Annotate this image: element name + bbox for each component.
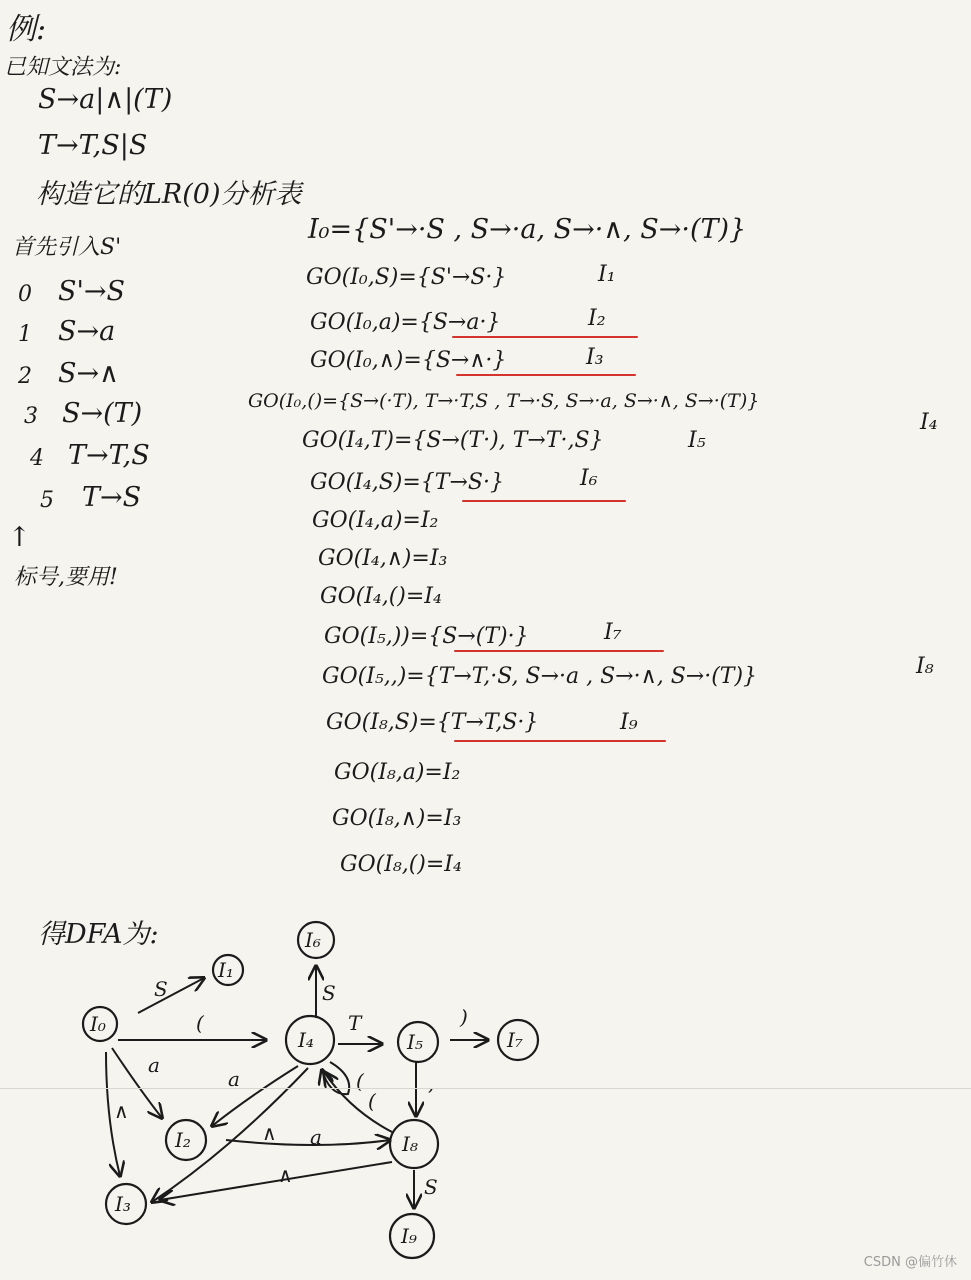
red-underline [462, 500, 626, 502]
up-arrow: ↑ [8, 522, 31, 553]
svg-text:I₇: I₇ [507, 1028, 523, 1052]
dfa-state-i6 [298, 922, 334, 958]
task-text: 构造它的LR(0)分析表 [36, 179, 302, 210]
production-number: 0 [18, 282, 32, 307]
dfa-edge [322, 1062, 349, 1094]
state-tag: I₂ [588, 306, 606, 331]
item-line: GO(I₀,S)={S'→S·} [306, 265, 507, 290]
svg-text:I₄: I₄ [298, 1028, 314, 1052]
svg-text:I₉: I₉ [401, 1224, 417, 1248]
dfa-state-i3 [106, 1184, 146, 1224]
production-rule: T→S [82, 482, 142, 513]
red-underline [456, 374, 636, 376]
item-line: GO(I₈,a)=I₂ [334, 760, 461, 785]
edge-label: S [154, 977, 168, 1001]
edge-label: a [228, 1067, 240, 1091]
production-rule: S→∧ [58, 358, 119, 389]
edge-label: ∧ [262, 1121, 277, 1145]
production-rule: S'→S [58, 276, 126, 307]
dfa-diagram [0, 900, 971, 1280]
dfa-state-i5 [398, 1022, 438, 1062]
item-line: GO(I₈,S)={T→T,S·} [326, 710, 539, 735]
edge-label: ( [196, 1011, 204, 1035]
intro-text: 已知文法为: [4, 55, 122, 80]
state-tag: I₁ [598, 262, 616, 287]
item-line: GO(I₄,a)=I₂ [312, 508, 439, 533]
production-number: 2 [18, 364, 32, 389]
production-number: 5 [40, 488, 54, 513]
edge-label: ( [356, 1069, 364, 1093]
dfa-state-i9 [390, 1214, 434, 1258]
edge-label: ∧ [278, 1163, 293, 1187]
svg-text:I₀: I₀ [90, 1012, 106, 1036]
edge-label: S [424, 1175, 438, 1199]
svg-text:I₁: I₁ [218, 958, 234, 982]
red-underline [454, 650, 664, 652]
edge-label: S [322, 981, 336, 1005]
dfa-edge [212, 1066, 298, 1126]
item-line: GO(I₅,,)={T→T,·S, S→·a , S→·∧, S→·(T)} [322, 664, 758, 689]
grammar-line-1: S→a|∧|(T) [38, 84, 173, 115]
svg-text:I₈: I₈ [402, 1132, 418, 1156]
production-rule: S→a [58, 316, 116, 347]
item-line: GO(I₈,∧)=I₃ [332, 806, 462, 831]
item-line: GO(I₄,T)={S→(T·), T→T·,S} [302, 428, 604, 453]
svg-text:I₂: I₂ [175, 1128, 191, 1152]
edge-label: ( [368, 1089, 376, 1113]
item-line: GO(I₈,()=I₄ [340, 852, 462, 877]
state-tag: I₅ [688, 428, 706, 453]
state-tag: I₇ [604, 620, 622, 645]
page-title: 例: [6, 12, 47, 47]
edge-label: T [348, 1011, 362, 1035]
production-number: 3 [24, 404, 38, 429]
svg-text:I₆: I₆ [305, 928, 321, 952]
dfa-edge [226, 1140, 390, 1145]
edge-label: a [148, 1053, 160, 1077]
item-line: GO(I₄,S)={T→S·} [310, 470, 504, 495]
svg-text:I₃: I₃ [115, 1192, 131, 1216]
production-number: 1 [18, 322, 32, 347]
grammar-line-2: T→T,S|S [38, 130, 148, 161]
production-rule: S→(T) [62, 398, 143, 429]
svg-text:I₅: I₅ [407, 1030, 423, 1054]
item-line: GO(I₀,a)={S→a·} [310, 310, 501, 335]
production-number: 4 [30, 446, 44, 471]
state-tag: I₈ [916, 654, 934, 679]
item-line: GO(I₅,))={S→(T)·} [324, 624, 529, 649]
paper-fold-line [0, 1088, 971, 1089]
edge-label: ) [460, 1005, 468, 1029]
state-tag: I₃ [586, 345, 604, 370]
watermark: CSDN @偏竹休 [863, 1255, 957, 1270]
dfa-state-i1 [213, 955, 243, 985]
item-line: GO(I₄,∧)=I₃ [318, 546, 448, 571]
item-line: GO(I₀,∧)={S→∧·} [310, 348, 507, 373]
red-underline [452, 336, 638, 338]
state-tag: I₉ [620, 710, 638, 735]
dfa-state-i7 [498, 1020, 538, 1060]
dfa-edge [160, 1162, 392, 1200]
item-line: I₀={S'→·S , S→·a, S→·∧, S→·(T)} [308, 214, 747, 245]
edge-label: a [310, 1125, 322, 1149]
augment-note: 标号,要用! [14, 565, 118, 590]
dfa-title: 得DFA为: [38, 919, 159, 950]
edge-label: ∧ [114, 1099, 129, 1123]
state-tag: I₄ [920, 410, 938, 435]
item-line: GO(I₄,()=I₄ [320, 584, 442, 609]
production-rule: T→T,S [68, 440, 150, 471]
dfa-state-i8 [390, 1120, 438, 1168]
dfa-state-i0 [83, 1007, 117, 1041]
item-line: GO(I₀,()={S→(·T), T→·T,S , T→·S, S→·a, S→·∧, S→·(T)} [248, 390, 760, 412]
augment-label: 首先引入S' [12, 235, 122, 260]
edge-label: , [428, 1071, 435, 1095]
dfa-state-i4 [286, 1016, 334, 1064]
red-underline [454, 740, 666, 742]
state-tag: I₆ [580, 466, 598, 491]
dfa-edge [138, 978, 204, 1013]
dfa-state-i2 [166, 1120, 206, 1160]
